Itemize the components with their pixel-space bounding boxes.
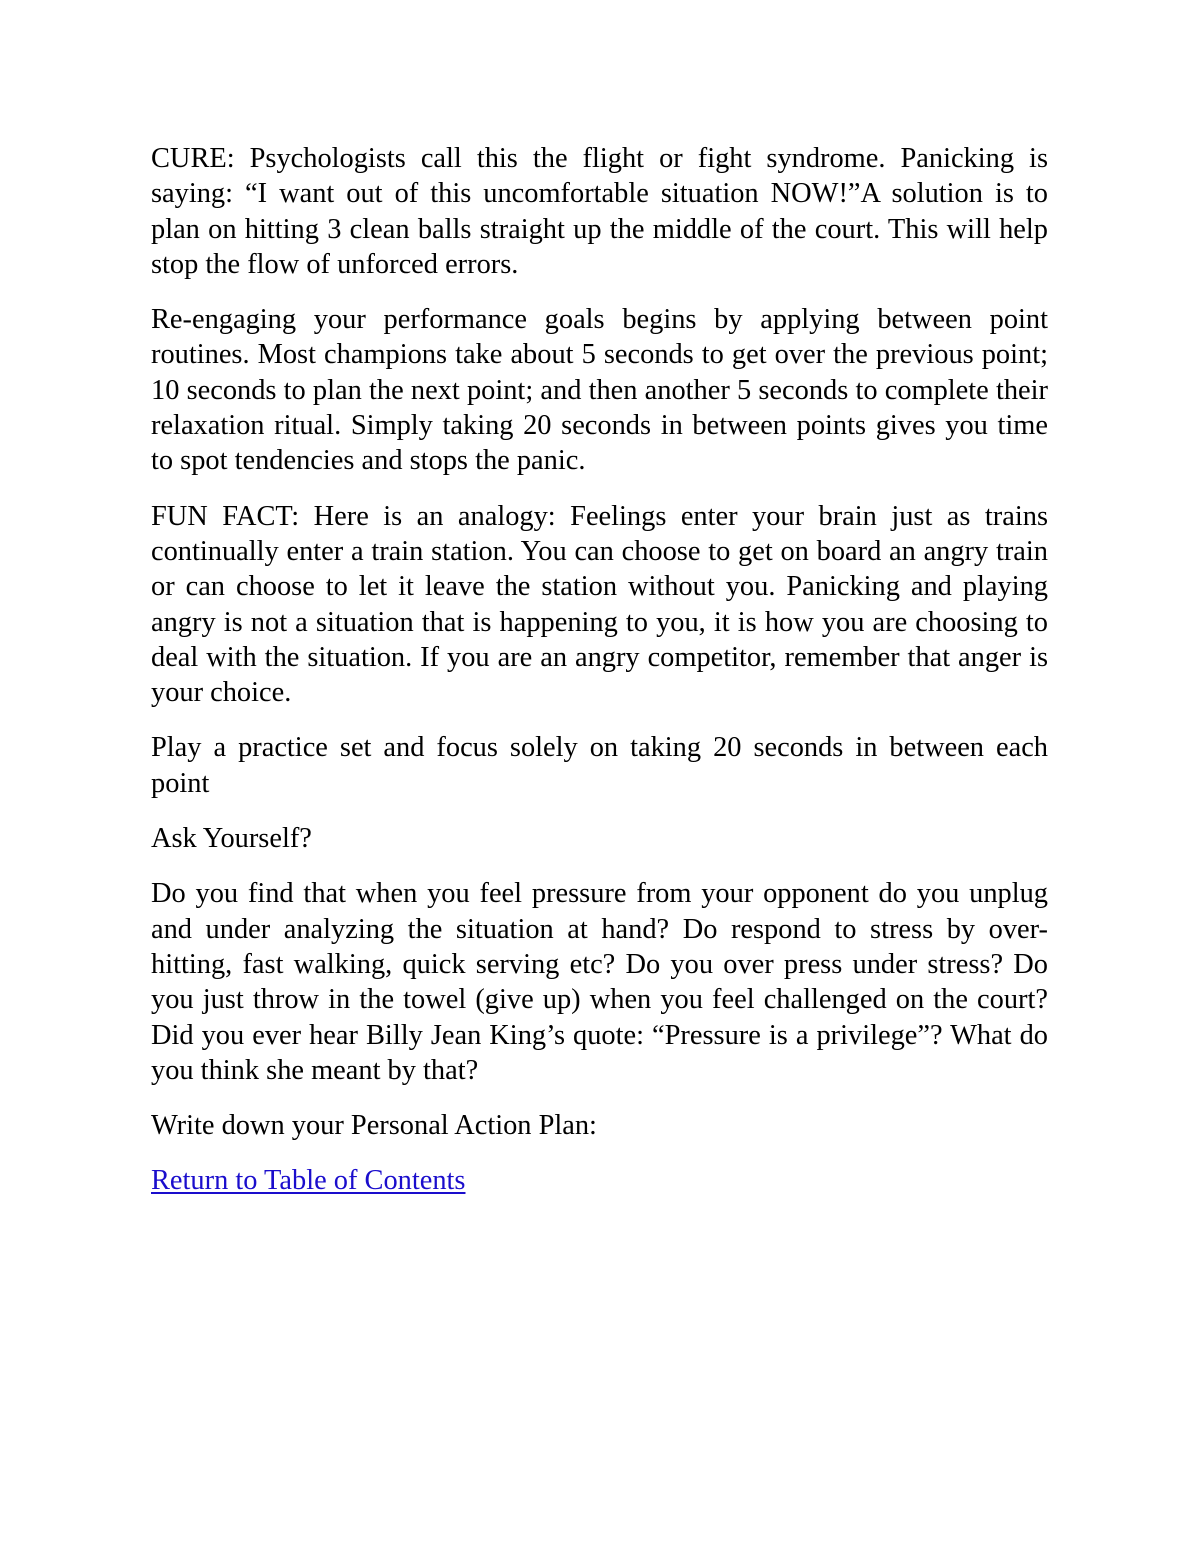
action-plan-prompt: Write down your Personal Action Plan: <box>151 1110 597 1142</box>
return-to-toc-link[interactable]: Return to Table of Contents <box>151 1165 466 1197</box>
reengaging-paragraph: Re-engaging your performance goals begins by applying between point routines. Most champions take about 5 seconds to get over the previous point; 10 seconds to plan the next point; and then another 5 seconds to complete their relaxation ritual. Simply taking 20 seconds in between points gives you time to spot tendencies and stops the panic. <box>151 304 1048 477</box>
ask-yourself-heading: Ask Yourself? <box>151 823 312 855</box>
return-link-paragraph <box>151 1163 1048 1198</box>
fun-fact-paragraph: FUN FACT: Here is an analogy: Feelings enter your brain just as trains continually enter a train station. You can choose to get on board an angry train or can choose to let it leave the station without you. Panicking and playing angry is not a situation that is happening to you, it is how you are choosing to deal with the situation. If you are an angry competitor, remember that anger is your choice. <box>151 500 1048 709</box>
document-page <box>151 141 1048 1219</box>
questions-paragraph: Do you find that when you feel pressure from your opponent do you unplug and under analyzing the situation at hand? Do respond to stress by over-hitting, fast walking, quick serving etc? Do you over press under stress? Do you just throw in the towel (give up) when you feel challenged on the court? Did you ever hear Billy Jean King’s quote: “Pressure is a privilege”? What do you think she meant by that? <box>151 878 1048 1086</box>
cure-paragraph: CURE: Psychologists call this the flight or fight syndrome. Panicking is saying: “I want out of this uncomfortable situation NOW!”A solution is to plan on hitting 3 clean balls straight up the middle of the court. This will help stop the flow of unforced errors. <box>151 143 1048 280</box>
practice-paragraph: Play a practice set and focus solely on taking 20 seconds in between each point <box>151 732 1048 799</box>
